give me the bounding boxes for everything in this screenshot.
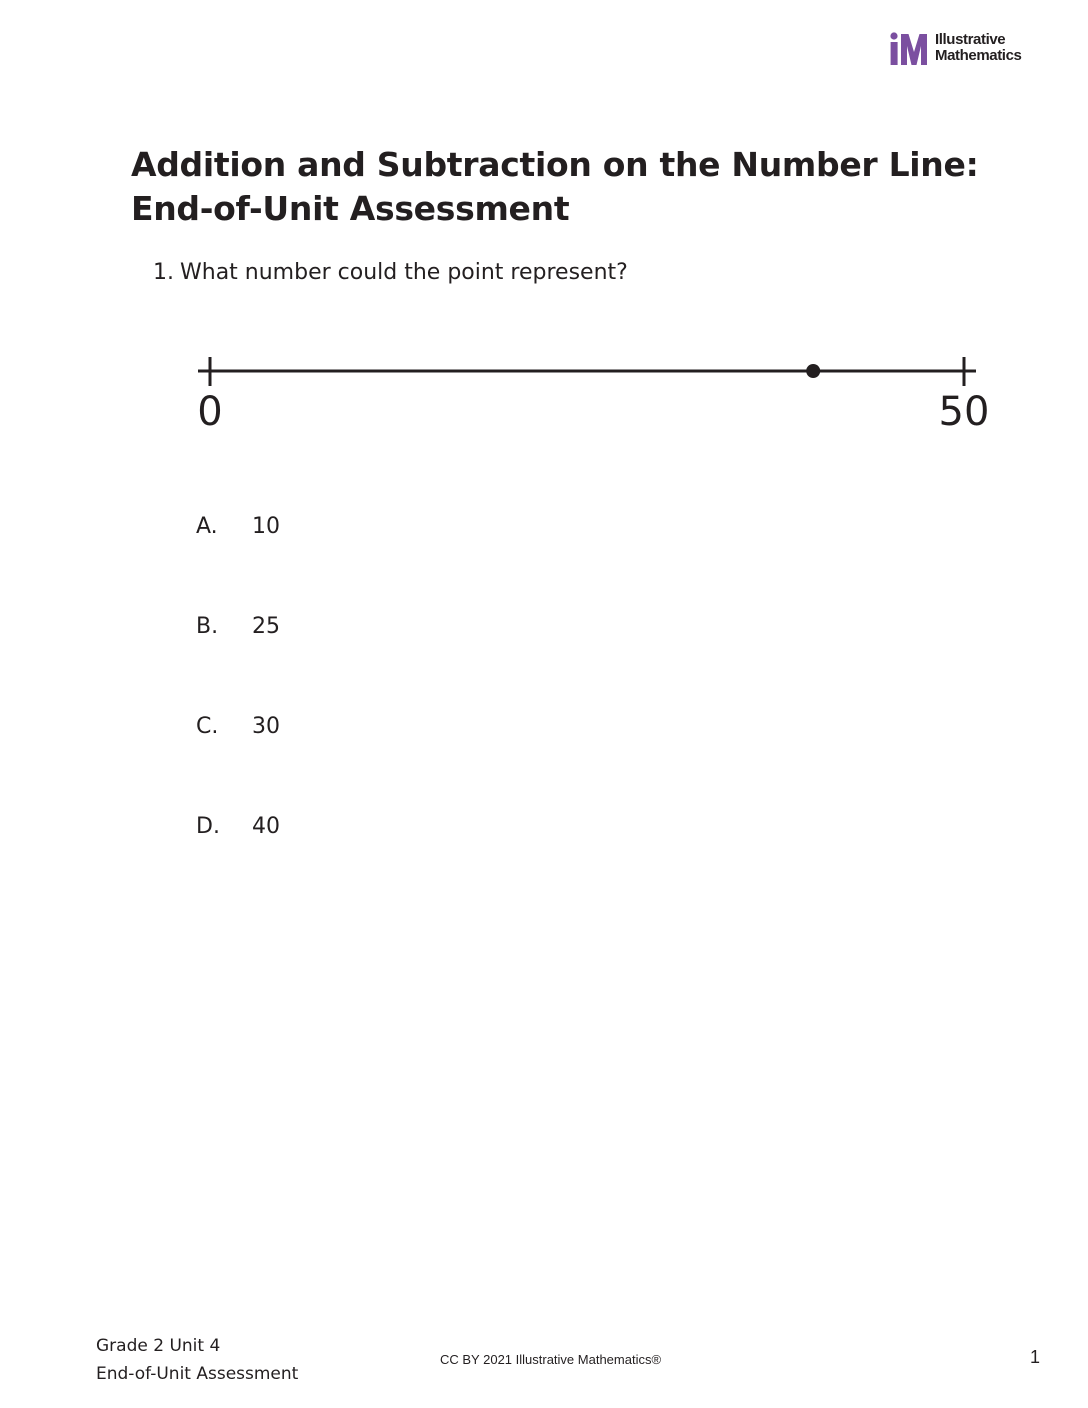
number-line-label-min: 0 bbox=[197, 389, 223, 435]
number-line-diagram bbox=[190, 345, 1000, 445]
number-line-label-max: 50 bbox=[938, 389, 990, 435]
page-title bbox=[131, 143, 1011, 231]
question-text: What number could the point represent? bbox=[180, 260, 628, 285]
logo-line-1: Illustrative bbox=[935, 31, 1006, 48]
choice-letter: A. bbox=[196, 514, 218, 539]
im-logo-icon bbox=[888, 32, 932, 66]
page-number: 1 bbox=[1029, 1347, 1040, 1367]
choice-letter: B. bbox=[196, 614, 219, 639]
footer-license: CC BY 2021 Illustrative Mathematics® bbox=[440, 1352, 662, 1367]
footer-course-info bbox=[96, 1332, 298, 1388]
illustrative-mathematics-logo bbox=[888, 32, 1048, 68]
choice-value: 40 bbox=[252, 814, 280, 839]
choice-letter: C. bbox=[196, 714, 219, 739]
logo-line-2: Mathematics bbox=[935, 47, 1022, 64]
number-line-point bbox=[806, 364, 820, 378]
page-title-line-1: Addition and Subtraction on the Number Line: bbox=[131, 145, 979, 184]
footer-assessment: End-of-Unit Assessment bbox=[96, 1364, 299, 1384]
choice-value: 25 bbox=[252, 614, 280, 639]
choice-letter: D. bbox=[196, 814, 220, 839]
logo-wordmark bbox=[935, 32, 1050, 64]
question-number: 1. bbox=[153, 260, 174, 285]
footer-course: Grade 2 Unit 4 bbox=[96, 1336, 221, 1356]
choice-value: 30 bbox=[252, 714, 280, 739]
choice-value: 10 bbox=[252, 514, 280, 539]
page-title-line-2: End-of-Unit Assessment bbox=[131, 189, 570, 228]
question-1 bbox=[153, 257, 628, 289]
